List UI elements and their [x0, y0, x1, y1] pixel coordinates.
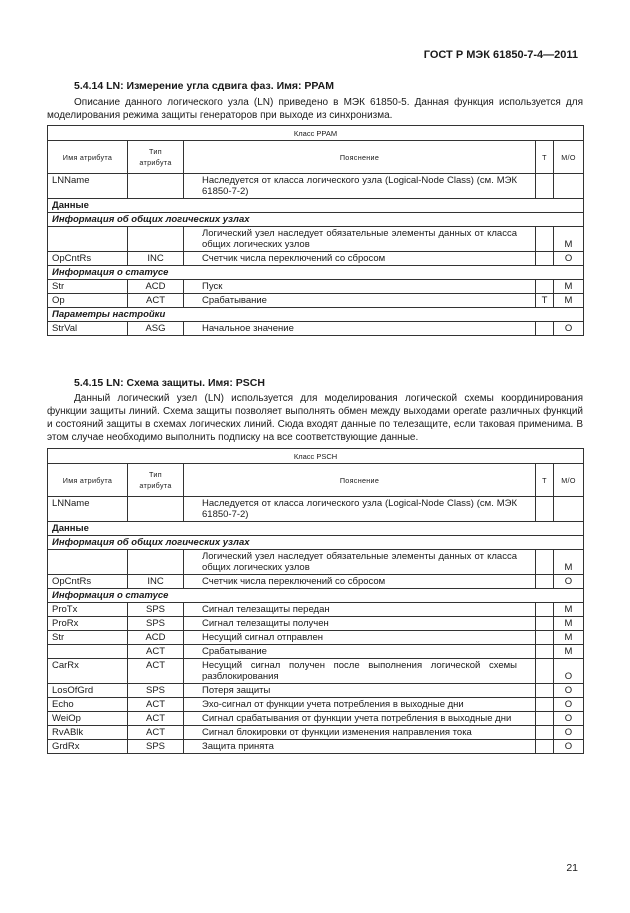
class-label: Класс PSCH — [48, 449, 584, 464]
attribute-description: Логический узел наследует обязательные элементы данных от класса общих логических узлов — [184, 550, 536, 575]
document-code: ГОСТ Р МЭК 61850-7-4—2011 — [423, 49, 578, 61]
attribute-name: RvABlk — [48, 726, 128, 740]
attribute-type — [128, 174, 184, 199]
attribute-t — [536, 740, 554, 754]
attribute-name: Str — [48, 631, 128, 645]
table-row — [48, 294, 584, 308]
attribute-t — [536, 698, 554, 712]
attribute-t — [536, 659, 554, 684]
attribute-description: Счетчик числа переключений со сбросом — [184, 252, 536, 266]
attribute-mo: O — [554, 322, 584, 336]
group-row — [48, 522, 584, 536]
attribute-description: Срабатывание — [184, 294, 536, 308]
attribute-name: OpCntRs — [48, 252, 128, 266]
attribute-type: ASG — [128, 322, 184, 336]
attribute-description: Сигнал срабатывания от функции учета потребления в выходные дни — [184, 712, 536, 726]
attribute-description: Несущий сигнал получен после выполнения логической схемы разблокирования — [184, 659, 536, 684]
attribute-description: Сигнал телезащиты получен — [184, 617, 536, 631]
attribute-name: LNName — [48, 497, 128, 522]
attribute-type — [128, 227, 184, 252]
attribute-t — [536, 645, 554, 659]
attribute-mo: M — [554, 603, 584, 617]
attribute-description: Потеря защиты — [184, 684, 536, 698]
attribute-t — [536, 575, 554, 589]
attribute-name: Echo — [48, 698, 128, 712]
class-row — [48, 126, 584, 141]
attribute-description: Защита принята — [184, 740, 536, 754]
attribute-t — [536, 497, 554, 522]
attribute-type — [128, 550, 184, 575]
attribute-t — [536, 726, 554, 740]
table-row — [48, 227, 584, 252]
attribute-description: Логический узел наследует обязательные элементы данных от класса общих логических узлов — [184, 227, 536, 252]
group-label: Информация о статусе — [48, 266, 584, 280]
attribute-mo — [554, 497, 584, 522]
attribute-type: INC — [128, 252, 184, 266]
attribute-t — [536, 631, 554, 645]
attribute-name: Str — [48, 280, 128, 294]
table-row — [48, 497, 584, 522]
attribute-name: ProTx — [48, 603, 128, 617]
attribute-type: ACD — [128, 631, 184, 645]
attribute-type: ACT — [128, 712, 184, 726]
table-row — [48, 712, 584, 726]
attribute-mo: M — [554, 631, 584, 645]
group-label: Информация об общих логических узлах — [48, 536, 584, 550]
header-row — [48, 141, 584, 174]
attribute-t — [536, 252, 554, 266]
column-header-mo: М/О — [554, 141, 584, 174]
column-header-name: Имя атрибута — [48, 141, 128, 174]
attribute-mo: O — [554, 712, 584, 726]
attribute-t: T — [536, 294, 554, 308]
table-row — [48, 740, 584, 754]
column-header-name: Имя атрибута — [48, 464, 128, 497]
table-row — [48, 659, 584, 684]
attribute-mo: M — [554, 617, 584, 631]
attribute-description: Эхо-сигнал от функции учета потребления в выходные дни — [184, 698, 536, 712]
attribute-t — [536, 174, 554, 199]
attribute-description: Сигнал телезащиты передан — [184, 603, 536, 617]
attribute-description: Срабатывание — [184, 645, 536, 659]
attribute-mo: O — [554, 740, 584, 754]
table-row — [48, 631, 584, 645]
page-number: 21 — [566, 862, 578, 874]
attribute-type: SPS — [128, 684, 184, 698]
attribute-description: Счетчик числа переключений со сбросом — [184, 575, 536, 589]
group-row — [48, 213, 584, 227]
table-row — [48, 684, 584, 698]
attribute-t — [536, 617, 554, 631]
attribute-name: OpCntRs — [48, 575, 128, 589]
group-label: Параметры настройки — [48, 308, 584, 322]
psch-table — [47, 448, 584, 754]
attribute-type: ACT — [128, 294, 184, 308]
attribute-mo: O — [554, 575, 584, 589]
group-row — [48, 589, 584, 603]
attribute-name: LNName — [48, 174, 128, 199]
attribute-name: LosOfGrd — [48, 684, 128, 698]
section-title: 5.4.15 LN: Схема защиты. Имя: PSCH — [74, 377, 265, 389]
column-header-type: Тип атрибута — [128, 464, 184, 497]
attribute-t — [536, 280, 554, 294]
group-row — [48, 536, 584, 550]
ppam-table — [47, 125, 584, 336]
attribute-mo: M — [554, 227, 584, 252]
group-row — [48, 308, 584, 322]
column-header-t: Т — [536, 141, 554, 174]
attribute-type: SPS — [128, 603, 184, 617]
table-row — [48, 575, 584, 589]
section-paragraph: Данный логический узел (LN) используется для моделирования логической схемы координирования функции защиты линий. Схема защиты позволяет выполнять обмен между выходами operate различных функций и состояний защиты в схемах логических линий. Сюда входят данные по телезащите, если таковая применима. В этом случае необходимо выполнить подписку на все соответствующие данные. — [47, 393, 583, 443]
attribute-name: WeiOp — [48, 712, 128, 726]
table-row — [48, 603, 584, 617]
attribute-name: ProRx — [48, 617, 128, 631]
attribute-type — [128, 497, 184, 522]
attribute-mo: O — [554, 726, 584, 740]
attribute-type: ACT — [128, 726, 184, 740]
column-header-description: Пояснение — [184, 141, 536, 174]
group-row — [48, 266, 584, 280]
attribute-type: SPS — [128, 617, 184, 631]
class-row — [48, 449, 584, 464]
group-label: Данные — [48, 199, 584, 213]
attribute-mo: O — [554, 684, 584, 698]
table-row — [48, 726, 584, 740]
attribute-mo: M — [554, 645, 584, 659]
column-header-mo: М/О — [554, 464, 584, 497]
attribute-description: Начальное значение — [184, 322, 536, 336]
table-row — [48, 174, 584, 199]
attribute-t — [536, 684, 554, 698]
attribute-description: Сигнал блокировки от функции изменения направления тока — [184, 726, 536, 740]
header-row — [48, 464, 584, 497]
attribute-t — [536, 603, 554, 617]
attribute-name: CarRx — [48, 659, 128, 684]
attribute-t — [536, 550, 554, 575]
attribute-description: Наследуется от класса логического узла (Logical-Node Class) (см. МЭК 61850-7-2) — [184, 497, 536, 522]
table-row — [48, 617, 584, 631]
section-paragraph: Описание данного логического узла (LN) приведено в МЭК 61850-5. Данная функция используется для моделирования режима защиты генераторов при выходе из синхронизма. — [47, 97, 583, 121]
attribute-type: INC — [128, 575, 184, 589]
attribute-mo: M — [554, 280, 584, 294]
attribute-mo: M — [554, 294, 584, 308]
table-row — [48, 550, 584, 575]
table-row — [48, 322, 584, 336]
attribute-type: ACT — [128, 698, 184, 712]
group-label: Данные — [48, 522, 584, 536]
attribute-t — [536, 322, 554, 336]
table-row — [48, 252, 584, 266]
attribute-name: GrdRx — [48, 740, 128, 754]
column-header-description: Пояснение — [184, 464, 536, 497]
attribute-type: ACT — [128, 645, 184, 659]
column-header-type: Тип атрибута — [128, 141, 184, 174]
column-header-t: Т — [536, 464, 554, 497]
attribute-name — [48, 550, 128, 575]
section-ppam — [47, 80, 583, 336]
group-row — [48, 199, 584, 213]
attribute-name — [48, 645, 128, 659]
attribute-description: Пуск — [184, 280, 536, 294]
attribute-mo: O — [554, 252, 584, 266]
class-label: Класс PPAM — [48, 126, 584, 141]
attribute-mo: O — [554, 659, 584, 684]
table-row — [48, 280, 584, 294]
attribute-t — [536, 227, 554, 252]
attribute-mo: O — [554, 698, 584, 712]
table-row — [48, 698, 584, 712]
attribute-t — [536, 712, 554, 726]
attribute-name: StrVal — [48, 322, 128, 336]
attribute-type: ACD — [128, 280, 184, 294]
table-row — [48, 645, 584, 659]
attribute-mo — [554, 174, 584, 199]
attribute-name — [48, 227, 128, 252]
group-label: Информация о статусе — [48, 589, 584, 603]
attribute-name: Op — [48, 294, 128, 308]
attribute-mo: M — [554, 550, 584, 575]
section-psch — [47, 377, 583, 754]
section-title: 5.4.14 LN: Измерение угла сдвига фаз. Имя: PPAM — [74, 80, 334, 92]
group-label: Информация об общих логических узлах — [48, 213, 584, 227]
attribute-description: Несущий сигнал отправлен — [184, 631, 536, 645]
attribute-type: SPS — [128, 740, 184, 754]
attribute-type: ACT — [128, 659, 184, 684]
attribute-description: Наследуется от класса логического узла (Logical-Node Class) (см. МЭК 61850-7-2) — [184, 174, 536, 199]
